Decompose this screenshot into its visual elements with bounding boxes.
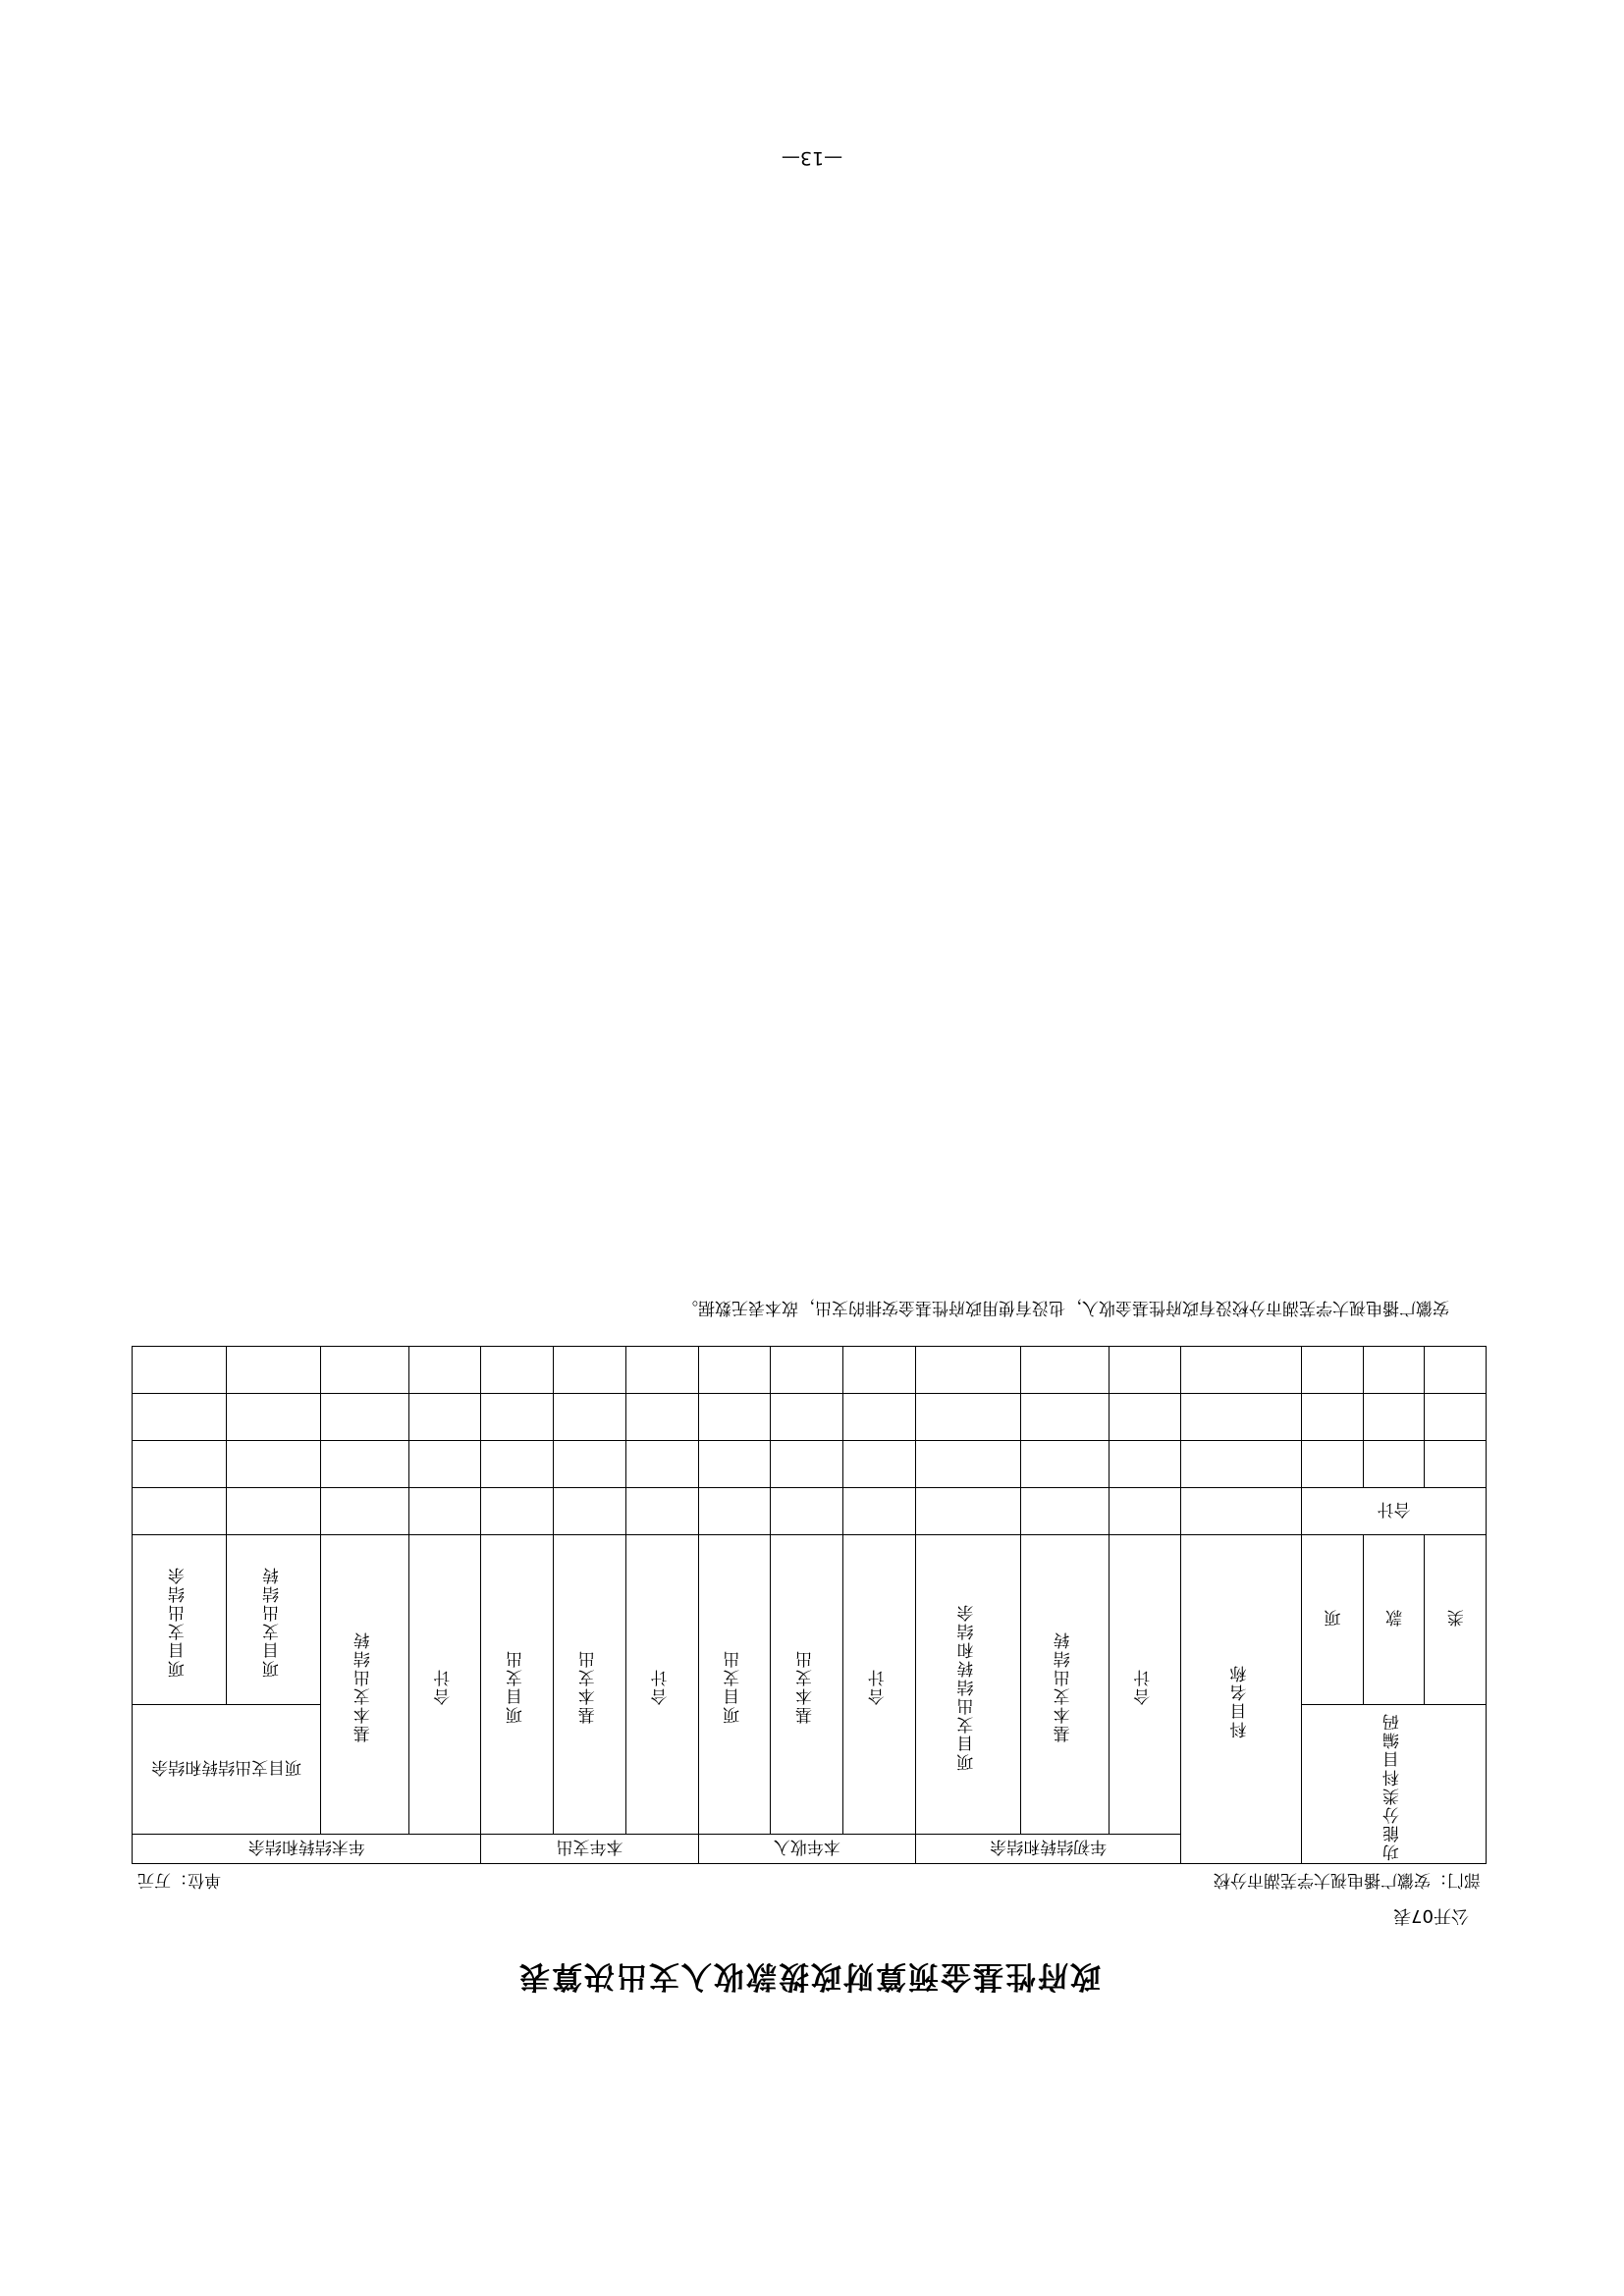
cell-subject-name <box>1181 1394 1302 1441</box>
header-closing-project-carry: 项目支出结转 <box>227 1535 321 1705</box>
cell-subject-name <box>1181 1347 1302 1394</box>
cell-expenditure-project <box>481 1488 554 1535</box>
cell-income-total <box>843 1347 916 1394</box>
cell-closing-project-carry <box>227 1394 321 1441</box>
cell-opening-total <box>1109 1441 1181 1488</box>
cell-expenditure-project <box>481 1441 554 1488</box>
header-closing-project-group: 项目支出结转和结余 <box>133 1705 321 1835</box>
cell-closing-basic <box>321 1441 408 1488</box>
header-closing-balance: 年末结转和结余 <box>133 1835 481 1864</box>
cell-opening-basic <box>1021 1488 1109 1535</box>
cell-closing-project-carry <box>227 1488 321 1535</box>
budget-table <box>132 1346 1487 1864</box>
department-label: 部门：安徽广播电视大学芜湖市分校 <box>1214 1870 1481 1890</box>
header-closing-project-surplus: 项目支出结余 <box>133 1535 227 1705</box>
header-subject-name: 科目名称 <box>1181 1535 1302 1864</box>
cell-opening-project <box>915 1347 1020 1394</box>
unit-label: 单位：万元 <box>137 1870 221 1890</box>
cell-expenditure-project <box>481 1347 554 1394</box>
cell-code-xiang <box>1302 1394 1364 1441</box>
cell-opening-basic <box>1021 1347 1109 1394</box>
cell-subject-name <box>1181 1488 1302 1535</box>
header-code-kuan: 款 <box>1363 1535 1425 1705</box>
cell-expenditure-total <box>625 1394 698 1441</box>
header-opening-balance: 年初结转和结余 <box>915 1835 1180 1864</box>
header-opening-project: 项目支出结转和结余 <box>915 1535 1020 1835</box>
header-code-lei: 类 <box>1425 1535 1487 1705</box>
header-closing-total: 合计 <box>408 1535 481 1835</box>
header-income: 本年收入 <box>698 1835 915 1864</box>
cell-closing-project-carry <box>227 1441 321 1488</box>
cell-opening-total <box>1109 1347 1181 1394</box>
cell-income-total <box>843 1441 916 1488</box>
cell-closing-project-surplus <box>133 1347 227 1394</box>
cell-closing-total <box>408 1441 481 1488</box>
cell-income-project <box>698 1347 771 1394</box>
header-code-xiang: 项 <box>1302 1535 1364 1705</box>
cell-subject-name <box>1181 1441 1302 1488</box>
cell-income-project <box>698 1488 771 1535</box>
cell-expenditure-total <box>625 1347 698 1394</box>
cell-income-project <box>698 1394 771 1441</box>
cell-closing-total <box>408 1347 481 1394</box>
cell-income-total <box>843 1488 916 1535</box>
cell-opening-project <box>915 1488 1020 1535</box>
header-income-project: 项目支出 <box>698 1535 771 1835</box>
meta-row <box>132 1864 1487 1895</box>
table-note: 安徽广播电视大学芜湖市分校没有政府性基金收入，也没有使用政府性基金安排的支出，故本表无数据。 <box>681 1298 1449 1317</box>
cell-opening-project <box>915 1394 1020 1441</box>
header-expenditure-project: 项目支出 <box>481 1535 554 1835</box>
cell-expenditure-basic <box>554 1488 626 1535</box>
cell-closing-basic <box>321 1394 408 1441</box>
cell-opening-basic <box>1021 1394 1109 1441</box>
cell-closing-total <box>408 1488 481 1535</box>
cell-code-kuan <box>1363 1394 1425 1441</box>
form-number: 公开07表 <box>1393 1905 1469 1926</box>
cell-income-basic <box>771 1441 843 1488</box>
header-functional-category: 功能分类科目编码 <box>1302 1705 1487 1864</box>
header-income-basic: 基本支出 <box>771 1535 843 1835</box>
header-expenditure-total: 合计 <box>625 1535 698 1835</box>
cell-code-lei <box>1425 1394 1487 1441</box>
cell-code-kuan <box>1363 1347 1425 1394</box>
cell-closing-project-surplus <box>133 1441 227 1488</box>
cell-income-basic <box>771 1347 843 1394</box>
cell-code-lei <box>1425 1347 1487 1394</box>
table-row <box>133 1347 1487 1394</box>
cell-expenditure-basic <box>554 1347 626 1394</box>
cell-closing-basic <box>321 1347 408 1394</box>
header-opening-basic: 基本支出结转 <box>1021 1535 1109 1835</box>
cell-opening-total <box>1109 1394 1181 1441</box>
header-expenditure-basic: 基本支出 <box>554 1535 626 1835</box>
cell-closing-total <box>408 1394 481 1441</box>
cell-code-xiang <box>1302 1347 1364 1394</box>
page-number: —13— <box>781 147 843 169</box>
cell-code-lei <box>1425 1441 1487 1488</box>
cell-expenditure-project <box>481 1394 554 1441</box>
table-row-total <box>133 1488 1487 1535</box>
cell-closing-project-surplus <box>133 1394 227 1441</box>
header-closing-basic: 基本支出结转 <box>321 1535 408 1835</box>
page-title: 政府性基金预算财政拨款收入支出决算表 <box>517 1958 1101 1994</box>
header-income-total: 合计 <box>843 1535 916 1835</box>
cell-expenditure-total <box>625 1441 698 1488</box>
table-row <box>133 1394 1487 1441</box>
cell-income-basic <box>771 1394 843 1441</box>
table-row <box>133 1441 1487 1488</box>
cell-income-project <box>698 1441 771 1488</box>
cell-expenditure-basic <box>554 1441 626 1488</box>
cell-expenditure-total <box>625 1488 698 1535</box>
cell-expenditure-basic <box>554 1394 626 1441</box>
cell-income-basic <box>771 1488 843 1535</box>
cell-opening-basic <box>1021 1441 1109 1488</box>
report-sheet <box>132 1294 1487 2002</box>
header-opening-total: 合计 <box>1109 1535 1181 1835</box>
cell-closing-project-surplus <box>133 1488 227 1535</box>
cell-closing-project-carry <box>227 1347 321 1394</box>
cell-code-kuan <box>1363 1441 1425 1488</box>
cell-total-label: 合计 <box>1302 1488 1487 1535</box>
cell-opening-total <box>1109 1488 1181 1535</box>
cell-code-xiang <box>1302 1441 1364 1488</box>
cell-opening-project <box>915 1441 1020 1488</box>
header-expenditure: 本年支出 <box>481 1835 698 1864</box>
cell-closing-basic <box>321 1488 408 1535</box>
cell-income-total <box>843 1394 916 1441</box>
